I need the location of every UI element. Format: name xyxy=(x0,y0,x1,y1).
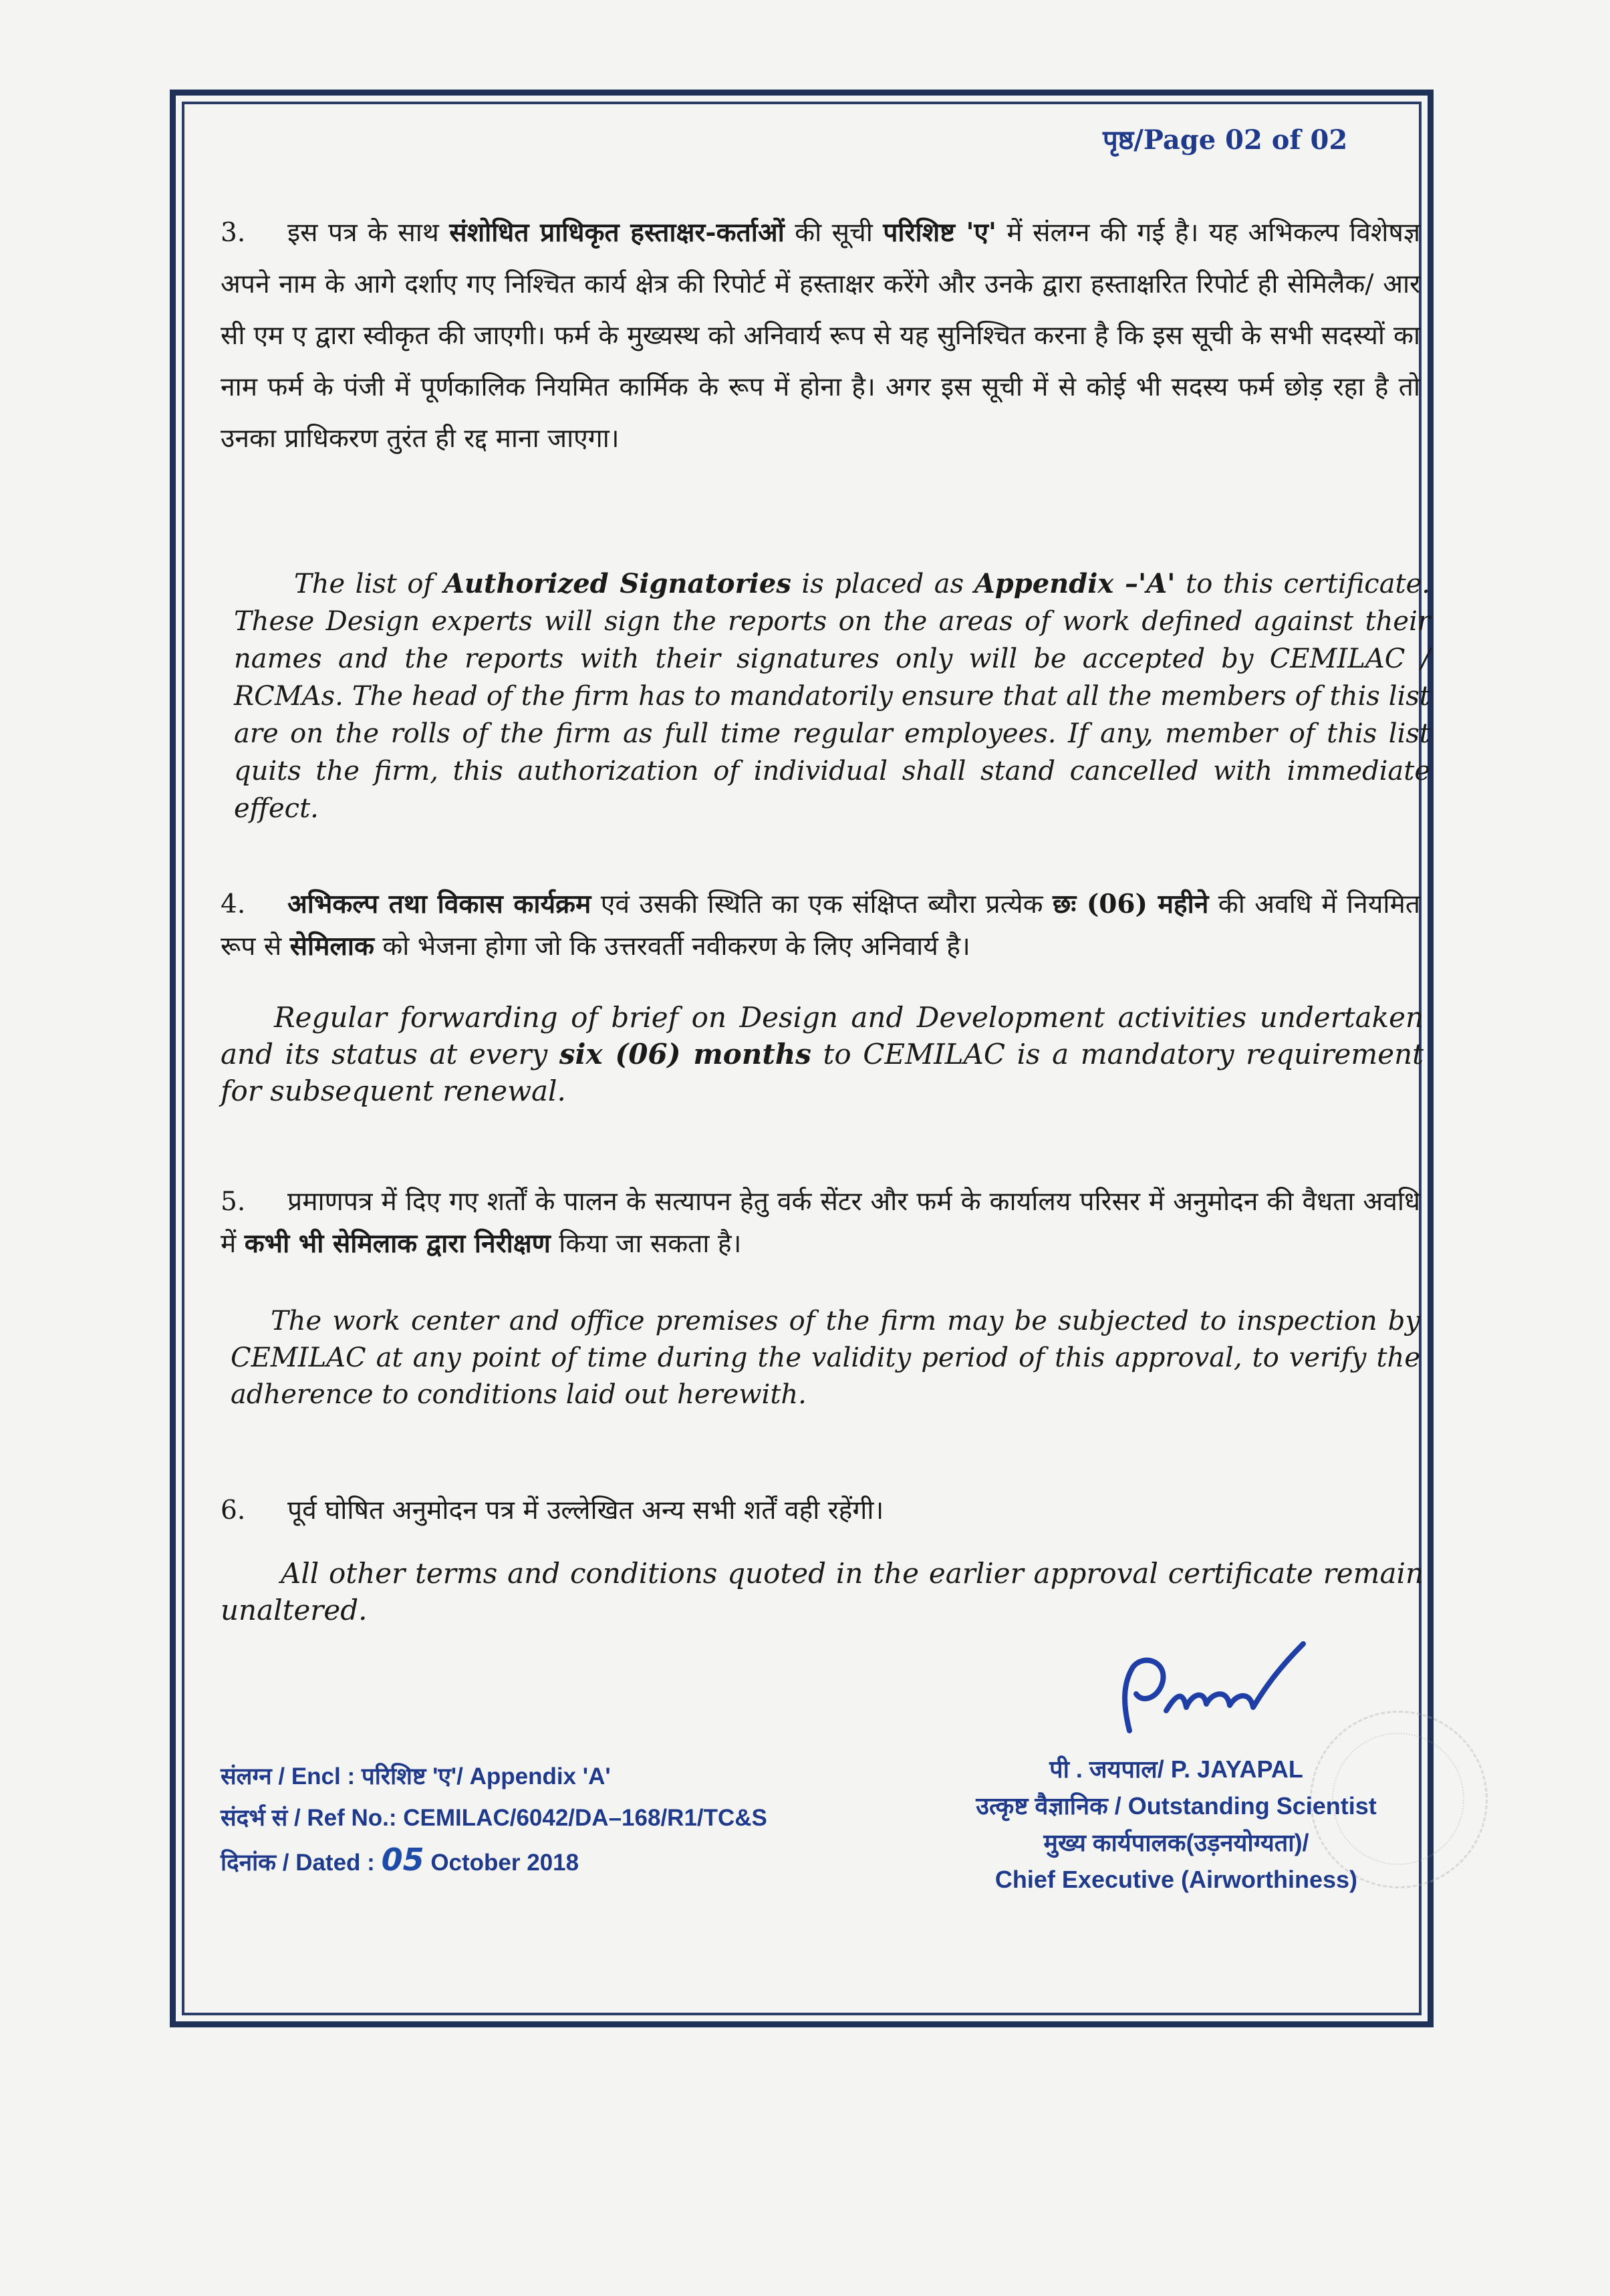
enclosure-line: संलग्न / Encl : परिशिष्ट 'ए'/ Appendix 'A' xyxy=(221,1763,611,1789)
signatory-block xyxy=(922,1751,1430,1898)
signatory-designation-2: मुख्य कार्यपालक(उड़नयोग्यता)/ xyxy=(1043,1829,1309,1856)
item-5-english: The work center and office premises of the firm may be subjected to inspection by CEMILAC at any point of time during the validity period of this approval, to verify the adherence to conditions laid out herewith. xyxy=(231,1306,1420,1410)
item-6-number: 6. xyxy=(221,1495,246,1526)
dated-line: दिनांक / Dated : 05 October 2018 xyxy=(221,1842,579,1878)
item-6-english: All other terms and conditions quoted in the earlier approval certificate remain unaltered. xyxy=(221,1557,1424,1626)
reference-number: संदर्भ सं / Ref No.: CEMILAC/6042/DA–168/R1/TC&S xyxy=(221,1805,767,1831)
item-5-hindi: 5. प्रमाणपत्र में दिए गए शर्तों के पालन के सत्यापन हेतु वर्क सेंटर और फर्म के कार्यालय परिसर में अनुमोदन की वैधता अवधि में कभी भी सेमिलाक द्वारा निरीक्षण किया जा सकता है। xyxy=(221,1181,1420,1265)
item-4-number: 4. xyxy=(221,889,246,919)
item-4-hindi: 4. अभिकल्प तथा विकास कार्यक्रम एवं उसकी स्थिति का एक संक्षिप्त ब्यौरा प्रत्येक छः (06) महीने की अवधि में नियमित रूप से सेमिलाक को भेजना होगा जो कि उत्तरवर्ती नवीकरण के लिए अनिवार्य है। xyxy=(221,883,1420,968)
dated-day-handwritten: 05 xyxy=(381,1842,424,1878)
item-3-hindi: 3. इस पत्र के साथ संशोधित प्राधिकृत हस्ताक्षर-कर्ताओं की सूची परिशिष्ट 'ए' में संलग्न की गई है। यह अभिकल्प विशेषज्ञ अपने नाम के आगे दर्शाए गए निश्चित कार्य क्षेत्र की रिपोर्ट में हस्ताक्षर करेंगे और उनके द्वारा हस्ताक्षरित रिपोर्ट ही सेमिलैक/ आर सी एम ए द्वारा स्वीकृत की जाएगी। फर्म के मुख्यस्थ को अनिवार्य रूप से यह सुनिश्चित करना है कि इस सूची के सभी सदस्यों का नाम फर्म के पंजी में पूर्णकालिक नियमित कार्मिक के रूप में होना है। अगर इस सूची में से कोई भी सदस्य फर्म छोड़ रहा है तो उनका प्राधिकरण तुरंत ही रद्द माना जाएगा। xyxy=(221,207,1420,464)
item-6-hindi: 6. पूर्व घोषित अनुमोदन पत्र में उल्लेखित अन्य सभी शर्तें वही रहेंगी। xyxy=(221,1490,1420,1532)
signatory-name: पी . जयपाल/ P. JAYAPAL xyxy=(1049,1755,1303,1783)
item-5-number: 5. xyxy=(221,1187,246,1217)
signatory-designation-3: Chief Executive (Airworthiness) xyxy=(994,1866,1358,1893)
item-3-number: 3. xyxy=(221,218,246,248)
signatory-designation-1: उत्कृष्ट वैज्ञानिक / Outstanding Scientist xyxy=(976,1792,1377,1820)
page-number: पृष्ठ/Page 02 of 02 xyxy=(1103,124,1348,156)
item-4-english: Regular forwarding of brief on Design and Development activities undertaken and its status at every six (06) months to CEMILAC is a mandatory requirement for subsequent renewal. xyxy=(221,1001,1424,1107)
item-3-english: The list of Authorized Signatories is placed as Appendix –'A' to this certificate. These Design experts will sign the reports on the areas of work defined against their names and the reports with their signatures only will be accepted by CEMILAC / RCMAs. The head of the firm has to mandatorily ensure that all the members of this list are on the rolls of the firm as full time regular employees. If any, member of this list quits the firm, this authorization of individual shall stand cancelled with immediate effect. xyxy=(234,568,1431,824)
footer-left-block xyxy=(221,1756,822,1884)
signature xyxy=(1103,1630,1343,1751)
